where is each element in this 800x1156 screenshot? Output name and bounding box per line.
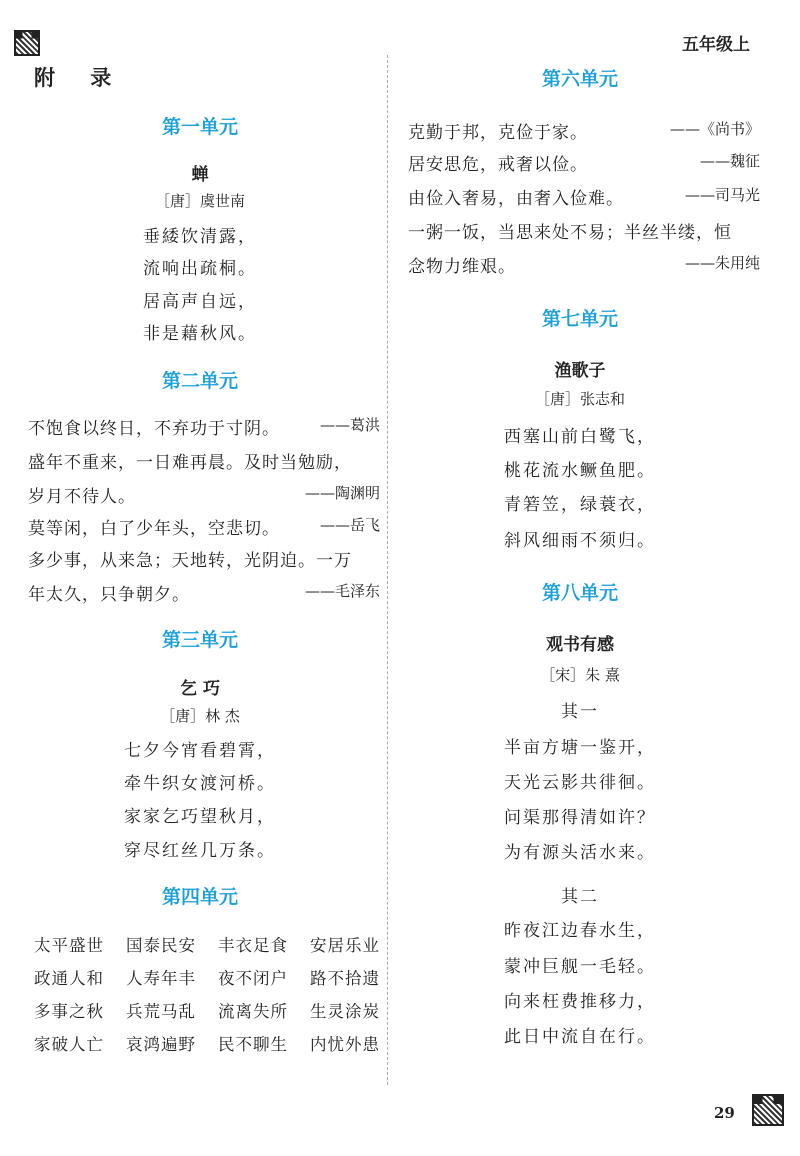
idiom-row xyxy=(34,1031,380,1064)
quote-line xyxy=(28,546,380,571)
quote-line xyxy=(408,150,760,175)
poem-line: 西塞山前白鹭飞， xyxy=(504,427,656,447)
poem-line: 半亩方塘一鉴开， xyxy=(504,738,656,758)
unit-2-heading: 第二单元 xyxy=(161,370,238,392)
idiom: 内忧外患 xyxy=(310,1035,380,1054)
unit-6-heading: 第六单元 xyxy=(541,68,618,90)
quote-line xyxy=(28,448,380,473)
poem-author: ［宋］朱 熹 xyxy=(540,666,620,684)
quote-line xyxy=(28,482,380,507)
poem-line: 流响出疏桐。 xyxy=(143,259,257,279)
quote-text: 由俭入奢易，由奢入俭难。 xyxy=(408,189,624,209)
poem-line: 天光云影共徘徊。 xyxy=(504,773,656,793)
quote-line xyxy=(28,514,380,539)
poem-part-label: 其一 xyxy=(561,702,599,722)
qr-code-icon xyxy=(14,30,40,56)
quote-source: ——朱用纯 xyxy=(684,254,760,272)
idiom-row xyxy=(34,965,380,998)
idiom: 流离失所 xyxy=(218,1002,288,1021)
poem-line: 七夕今宵看碧霄， xyxy=(124,741,276,761)
quote-line xyxy=(408,218,760,243)
unit-7-heading: 第七单元 xyxy=(541,308,618,330)
quote-text: 岁月不待人。 xyxy=(28,487,136,507)
idiom: 丰衣足食 xyxy=(218,936,288,955)
idiom: 国泰民安 xyxy=(126,936,196,955)
quote-source: ——毛泽东 xyxy=(304,582,380,600)
grade-label: 五年级上 xyxy=(682,35,750,55)
poem-line: 昨夜江边春水生， xyxy=(504,921,656,941)
quote-text: 一粥一饭，当思来处不易；半丝半缕，恒 xyxy=(408,223,732,243)
quote-text: 居安思危，戒奢以俭。 xyxy=(408,155,588,175)
quote-text: 盛年不重来，一日难再晨。及时当勉励， xyxy=(28,453,352,473)
idiom: 民不聊生 xyxy=(218,1035,288,1054)
quote-line xyxy=(28,580,380,605)
quote-text: 念物力维艰。 xyxy=(408,257,516,277)
poem-title: 观书有感 xyxy=(546,635,614,655)
idiom: 生灵涂炭 xyxy=(310,1002,380,1021)
poem-line: 向来枉费推移力， xyxy=(504,992,656,1012)
idiom: 人寿年丰 xyxy=(126,969,196,988)
poem-line: 桃花流水鳜鱼肥。 xyxy=(504,461,656,481)
poem-title: 渔歌子 xyxy=(554,361,606,381)
poem-line: 此日中流自在行。 xyxy=(504,1027,656,1047)
poem-line: 斜风细雨不须归。 xyxy=(504,531,656,551)
quote-text: 年太久，只争朝夕。 xyxy=(28,585,190,605)
quote-text: 莫等闲，白了少年头，空悲切。 xyxy=(28,519,280,539)
quote-source: ——司马光 xyxy=(684,186,760,204)
poem-line: 为有源头活水来。 xyxy=(504,843,656,863)
idiom: 兵荒马乱 xyxy=(126,1002,196,1021)
quote-line xyxy=(408,118,760,143)
poem-author: ［唐］虞世南 xyxy=(154,192,245,210)
appendix-title: 附 录 xyxy=(34,66,126,90)
poem-title: 乞 巧 xyxy=(180,679,220,699)
poem-line: 穿尽红丝几万条。 xyxy=(124,841,276,861)
poem-author: ［唐］张志和 xyxy=(534,390,625,408)
quote-source: ——岳飞 xyxy=(319,516,380,534)
idiom: 路不拾遗 xyxy=(310,969,380,988)
idiom: 多事之秋 xyxy=(34,1002,104,1021)
idiom: 安居乐业 xyxy=(310,936,380,955)
idiom: 太平盛世 xyxy=(34,936,104,955)
quote-line xyxy=(408,252,760,277)
poem-author: ［唐］林 杰 xyxy=(160,707,240,725)
unit-3-heading: 第三单元 xyxy=(161,629,238,651)
quote-source: ——《尚书》 xyxy=(669,120,760,138)
idiom: 夜不闭户 xyxy=(218,969,288,988)
idiom: 政通人和 xyxy=(34,969,104,988)
poem-line: 居高声自远， xyxy=(143,292,257,312)
quote-text: 多少事，从来急；天地转，光阴迫。一万 xyxy=(28,551,352,571)
poem-line: 青箬笠，绿蓑衣， xyxy=(504,495,656,515)
poem-part-label: 其二 xyxy=(561,887,599,907)
quote-text: 不饱食以终日，不弃功于寸阴。 xyxy=(28,419,280,439)
quote-source: ——葛洪 xyxy=(319,416,380,434)
unit-1-heading: 第一单元 xyxy=(161,116,238,138)
poem-line: 垂緌饮清露， xyxy=(143,227,257,247)
column-divider xyxy=(387,55,388,1085)
quote-source: ——陶渊明 xyxy=(304,484,380,502)
unit-8-heading: 第八单元 xyxy=(541,582,618,604)
poem-line: 牵牛织女渡河桥。 xyxy=(124,774,276,794)
poem-line: 问渠那得清如许？ xyxy=(504,808,656,828)
idiom: 哀鸿遍野 xyxy=(126,1035,196,1054)
idiom-row xyxy=(34,932,380,965)
page-number: 29 xyxy=(714,1104,735,1122)
poem-line: 蒙冲巨舰一毛轻。 xyxy=(504,957,656,977)
idiom-row xyxy=(34,998,380,1031)
poem-line: 非是藉秋风。 xyxy=(143,324,257,344)
quote-line xyxy=(408,184,760,209)
qr-code-icon xyxy=(752,1094,784,1126)
quote-source: ——魏征 xyxy=(699,152,760,170)
unit-4-heading: 第四单元 xyxy=(161,886,238,908)
idiom-table xyxy=(34,932,380,1064)
quote-line xyxy=(28,414,380,439)
poem-line: 家家乞巧望秋月， xyxy=(124,807,276,827)
idiom: 家破人亡 xyxy=(34,1035,104,1054)
quote-text: 克勤于邦，克俭于家。 xyxy=(408,123,588,143)
poem-title: 蝉 xyxy=(191,165,209,185)
